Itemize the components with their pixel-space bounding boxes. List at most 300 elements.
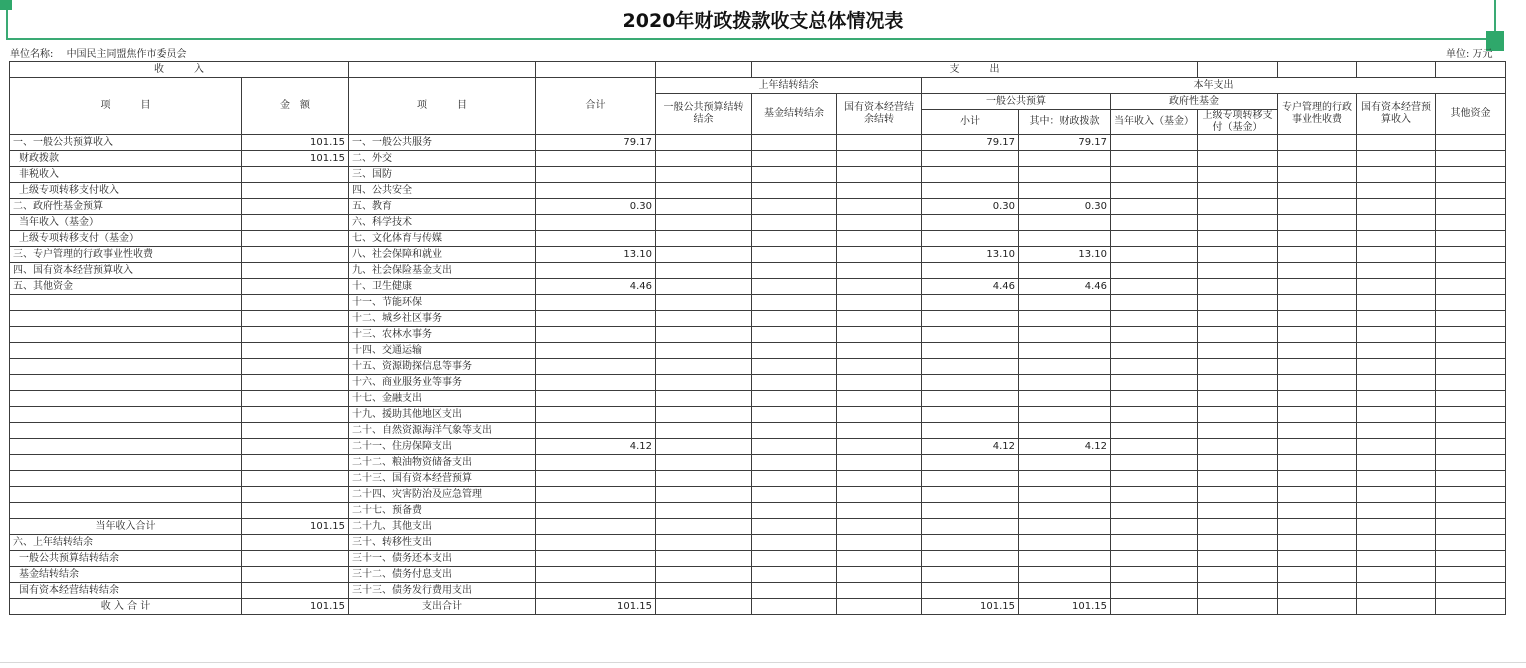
prev-state-cell xyxy=(837,359,922,375)
state-capital-cell xyxy=(1357,519,1436,535)
income-amount xyxy=(242,279,349,295)
income-amount xyxy=(242,247,349,263)
general-subtotal-cell xyxy=(922,167,1019,183)
header-item: 项 目 xyxy=(10,78,242,135)
header-other: 其他资金 xyxy=(1436,94,1506,135)
expense-total-cell xyxy=(536,471,656,487)
expense-total-cell xyxy=(536,167,656,183)
prev-fund-cell xyxy=(752,343,837,359)
sheet-bottom-line xyxy=(0,662,1526,663)
prev-state-cell xyxy=(837,487,922,503)
state-capital-cell xyxy=(1357,471,1436,487)
gov-current-cell xyxy=(1111,519,1198,535)
income-item xyxy=(10,375,242,391)
income-amount xyxy=(242,359,349,375)
prev-fund-cell xyxy=(752,535,837,551)
other-cell xyxy=(1436,343,1506,359)
income-item: 国有资本经营结转结余 xyxy=(10,583,242,599)
prev-fund-cell xyxy=(752,151,837,167)
header-general-budget: 一般公共预算 xyxy=(922,94,1111,110)
table-row xyxy=(10,407,1506,423)
table-row xyxy=(10,199,1506,215)
income-amount xyxy=(242,391,349,407)
general-fiscal-cell xyxy=(1019,327,1111,343)
prev-fund-cell xyxy=(752,583,837,599)
general-fiscal-cell xyxy=(1019,359,1111,375)
gov-transfer-cell xyxy=(1198,455,1278,471)
income-item xyxy=(10,471,242,487)
table-row xyxy=(10,263,1506,279)
general-subtotal-cell xyxy=(922,423,1019,439)
gov-current-cell xyxy=(1111,551,1198,567)
expense-item: 三十二、债务付息支出 xyxy=(349,567,536,583)
gov-transfer-cell xyxy=(1198,535,1278,551)
unit-name-label: 单位名称: xyxy=(10,49,54,60)
expense-total-cell xyxy=(536,391,656,407)
income-amount xyxy=(242,567,349,583)
gov-transfer-cell xyxy=(1198,471,1278,487)
total-subtotal: 101.15 xyxy=(922,599,1019,615)
general-subtotal-cell xyxy=(922,231,1019,247)
table-row xyxy=(10,439,1506,455)
expense-total-cell xyxy=(536,567,656,583)
expense-item: 六、科学技术 xyxy=(349,215,536,231)
table-row xyxy=(10,343,1506,359)
other-cell xyxy=(1436,551,1506,567)
prev-general-cell xyxy=(656,519,752,535)
state-capital-cell xyxy=(1357,247,1436,263)
table-row xyxy=(10,167,1506,183)
general-fiscal-cell xyxy=(1019,535,1111,551)
admin-fee-cell xyxy=(1278,391,1357,407)
general-fiscal-cell xyxy=(1019,375,1111,391)
income-amount xyxy=(242,455,349,471)
expense-total-cell xyxy=(536,375,656,391)
header-total: 合计 xyxy=(536,78,656,135)
budget-table xyxy=(9,61,1506,615)
prev-general-cell xyxy=(656,279,752,295)
expense-total-cell xyxy=(536,583,656,599)
income-amount: 101.15 xyxy=(242,519,349,535)
prev-general-cell xyxy=(656,151,752,167)
prev-state-cell xyxy=(837,135,922,151)
gov-transfer-cell xyxy=(1198,295,1278,311)
state-capital-cell xyxy=(1357,535,1436,551)
prev-general-cell xyxy=(656,407,752,423)
prev-state-cell xyxy=(837,247,922,263)
header-item-2: 项 目 xyxy=(349,78,536,135)
prev-general-cell xyxy=(656,183,752,199)
gov-current-cell xyxy=(1111,567,1198,583)
prev-fund-cell xyxy=(752,359,837,375)
general-fiscal-cell xyxy=(1019,567,1111,583)
income-amount xyxy=(242,215,349,231)
prev-fund-cell xyxy=(752,471,837,487)
header-prev-general: 一般公共预算结转结余 xyxy=(656,94,752,135)
prev-fund-cell xyxy=(752,519,837,535)
income-amount: 101.15 xyxy=(242,135,349,151)
other-cell xyxy=(1436,535,1506,551)
income-item: 当年收入（基金） xyxy=(10,215,242,231)
header-income: 收 入 xyxy=(10,62,349,78)
prev-state-cell xyxy=(837,423,922,439)
gov-current-cell xyxy=(1111,391,1198,407)
admin-fee-cell xyxy=(1278,327,1357,343)
prev-general-cell xyxy=(656,391,752,407)
gov-current-cell xyxy=(1111,439,1198,455)
income-amount xyxy=(242,327,349,343)
gov-transfer-cell xyxy=(1198,423,1278,439)
income-amount xyxy=(242,551,349,567)
expense-item: 二十七、预备费 xyxy=(349,503,536,519)
admin-fee-cell xyxy=(1278,231,1357,247)
income-amount xyxy=(242,487,349,503)
gov-current-cell xyxy=(1111,135,1198,151)
expense-item: 八、社会保障和就业 xyxy=(349,247,536,263)
general-fiscal-cell xyxy=(1019,311,1111,327)
prev-state-cell xyxy=(837,215,922,231)
admin-fee-cell xyxy=(1278,407,1357,423)
gov-current-cell xyxy=(1111,183,1198,199)
prev-state-cell xyxy=(837,295,922,311)
other-cell xyxy=(1436,295,1506,311)
prev-fund-cell xyxy=(752,183,837,199)
income-item xyxy=(10,343,242,359)
expense-total-cell xyxy=(536,359,656,375)
prev-fund-cell xyxy=(752,263,837,279)
gov-current-cell xyxy=(1111,199,1198,215)
general-fiscal-cell xyxy=(1019,391,1111,407)
general-fiscal-cell xyxy=(1019,551,1111,567)
expense-total-label: 支出合计 xyxy=(349,599,536,615)
prev-general-cell xyxy=(656,327,752,343)
income-item xyxy=(10,295,242,311)
gov-current-cell xyxy=(1111,343,1198,359)
general-subtotal-cell: 13.10 xyxy=(922,247,1019,263)
expense-item: 七、文化体育与传媒 xyxy=(349,231,536,247)
prev-fund-cell xyxy=(752,327,837,343)
header-of-which-fiscal: 其中：财政拨款 xyxy=(1019,110,1111,135)
expense-item: 十一、节能环保 xyxy=(349,295,536,311)
admin-fee-cell xyxy=(1278,471,1357,487)
other-cell xyxy=(1436,407,1506,423)
expense-total-cell xyxy=(536,311,656,327)
general-subtotal-cell xyxy=(922,151,1019,167)
expense-total-cell xyxy=(536,263,656,279)
state-capital-cell xyxy=(1357,423,1436,439)
gov-current-cell xyxy=(1111,471,1198,487)
admin-fee-cell xyxy=(1278,567,1357,583)
gov-transfer-cell xyxy=(1198,391,1278,407)
income-item: 三、专户管理的行政事业性收费 xyxy=(10,247,242,263)
admin-fee-cell xyxy=(1278,199,1357,215)
income-amount xyxy=(242,263,349,279)
other-cell xyxy=(1436,375,1506,391)
income-item xyxy=(10,487,242,503)
state-capital-cell xyxy=(1357,359,1436,375)
income-item: 上级专项转移支付收入 xyxy=(10,183,242,199)
expense-total-cell xyxy=(536,487,656,503)
table-row xyxy=(10,455,1506,471)
gov-transfer-cell xyxy=(1198,247,1278,263)
prev-state-cell xyxy=(837,183,922,199)
header-expense: 支 出 xyxy=(752,62,1198,78)
expense-total-cell xyxy=(536,503,656,519)
gov-current-cell xyxy=(1111,167,1198,183)
income-item: 四、国有资本经营预算收入 xyxy=(10,263,242,279)
gov-transfer-cell xyxy=(1198,231,1278,247)
gov-current-cell xyxy=(1111,295,1198,311)
other-cell xyxy=(1436,391,1506,407)
admin-fee-cell xyxy=(1278,151,1357,167)
expense-item: 二十四、灾害防治及应急管理 xyxy=(349,487,536,503)
general-subtotal-cell xyxy=(922,567,1019,583)
table-row xyxy=(10,327,1506,343)
expense-total-cell xyxy=(536,535,656,551)
general-fiscal-cell xyxy=(1019,295,1111,311)
prev-state-cell xyxy=(837,407,922,423)
admin-fee-cell xyxy=(1278,279,1357,295)
general-fiscal-cell xyxy=(1019,487,1111,503)
expense-item: 二十三、国有资本经营预算 xyxy=(349,471,536,487)
admin-fee-cell xyxy=(1278,359,1357,375)
table-row xyxy=(10,215,1506,231)
prev-general-cell xyxy=(656,551,752,567)
general-fiscal-cell: 0.30 xyxy=(1019,199,1111,215)
income-item: 非税收入 xyxy=(10,167,242,183)
general-subtotal-cell xyxy=(922,391,1019,407)
prev-general-cell xyxy=(656,535,752,551)
general-fiscal-cell: 79.17 xyxy=(1019,135,1111,151)
gov-transfer-cell xyxy=(1198,183,1278,199)
admin-fee-cell xyxy=(1278,551,1357,567)
general-fiscal-cell: 4.46 xyxy=(1019,279,1111,295)
gov-transfer-cell xyxy=(1198,311,1278,327)
header-gov-transfer: 上级专项转移支付（基金） xyxy=(1198,110,1278,135)
prev-general-cell xyxy=(656,439,752,455)
prev-fund-cell xyxy=(752,311,837,327)
table-row xyxy=(10,311,1506,327)
income-item: 上级专项转移支付（基金） xyxy=(10,231,242,247)
prev-state-cell xyxy=(837,151,922,167)
expense-item: 三十三、债务发行费用支出 xyxy=(349,583,536,599)
state-capital-cell xyxy=(1357,279,1436,295)
general-subtotal-cell xyxy=(922,359,1019,375)
general-fiscal-cell xyxy=(1019,343,1111,359)
other-cell xyxy=(1436,167,1506,183)
gov-current-cell xyxy=(1111,151,1198,167)
gov-transfer-cell xyxy=(1198,375,1278,391)
prev-state-cell xyxy=(837,327,922,343)
expense-item: 十四、交通运输 xyxy=(349,343,536,359)
expense-item: 三十、转移性支出 xyxy=(349,535,536,551)
expense-item: 五、教育 xyxy=(349,199,536,215)
gov-transfer-cell xyxy=(1198,519,1278,535)
admin-fee-cell xyxy=(1278,583,1357,599)
state-capital-cell xyxy=(1357,391,1436,407)
income-item: 一、一般公共预算收入 xyxy=(10,135,242,151)
prev-general-cell xyxy=(656,199,752,215)
expense-total-cell xyxy=(536,231,656,247)
general-fiscal-cell xyxy=(1019,231,1111,247)
table-row xyxy=(10,503,1506,519)
general-subtotal-cell xyxy=(922,343,1019,359)
general-subtotal-cell xyxy=(922,455,1019,471)
income-item xyxy=(10,327,242,343)
expense-total-cell xyxy=(536,423,656,439)
expense-total-cell: 13.10 xyxy=(536,247,656,263)
expense-total-cell xyxy=(536,519,656,535)
expense-item: 九、社会保险基金支出 xyxy=(349,263,536,279)
other-cell xyxy=(1436,567,1506,583)
expense-total-cell: 79.17 xyxy=(536,135,656,151)
prev-fund-cell xyxy=(752,551,837,567)
income-amount xyxy=(242,423,349,439)
prev-general-cell xyxy=(656,231,752,247)
prev-fund-cell xyxy=(752,231,837,247)
admin-fee-cell xyxy=(1278,535,1357,551)
state-capital-cell xyxy=(1357,583,1436,599)
general-subtotal-cell xyxy=(922,327,1019,343)
prev-general-cell xyxy=(656,295,752,311)
prev-state-cell xyxy=(837,551,922,567)
header-amount: 金 额 xyxy=(242,78,349,135)
gov-transfer-cell xyxy=(1198,359,1278,375)
header-prev-state: 国有资本经营结余结转 xyxy=(837,94,922,135)
prev-fund-cell xyxy=(752,391,837,407)
gov-current-cell xyxy=(1111,535,1198,551)
prev-fund-cell xyxy=(752,439,837,455)
income-item xyxy=(10,359,242,375)
prev-fund-cell xyxy=(752,247,837,263)
admin-fee-cell xyxy=(1278,135,1357,151)
prev-general-cell xyxy=(656,343,752,359)
table-row-total xyxy=(10,599,1506,615)
header-this-year: 本年支出 xyxy=(922,78,1506,94)
state-capital-cell xyxy=(1357,343,1436,359)
header-admin-fee: 专户管理的行政事业性收费 xyxy=(1278,94,1357,135)
income-item: 六、上年结转结余 xyxy=(10,535,242,551)
prev-state-cell xyxy=(837,391,922,407)
gov-current-cell xyxy=(1111,503,1198,519)
income-total: 101.15 xyxy=(242,599,349,615)
admin-fee-cell xyxy=(1278,183,1357,199)
unit-name-value: 中国民主同盟焦作市委员会 xyxy=(66,49,187,60)
general-subtotal-cell xyxy=(922,311,1019,327)
prev-state-cell xyxy=(837,199,922,215)
gov-current-cell xyxy=(1111,263,1198,279)
general-fiscal-cell xyxy=(1019,519,1111,535)
general-subtotal-cell: 4.46 xyxy=(922,279,1019,295)
expense-item: 十三、农林水事务 xyxy=(349,327,536,343)
expense-total-cell: 4.12 xyxy=(536,439,656,455)
expense-total-cell xyxy=(536,215,656,231)
state-capital-cell xyxy=(1357,407,1436,423)
gov-current-cell xyxy=(1111,359,1198,375)
other-cell xyxy=(1436,487,1506,503)
expense-total-cell xyxy=(536,295,656,311)
table-row xyxy=(10,471,1506,487)
general-fiscal-cell xyxy=(1019,407,1111,423)
admin-fee-cell xyxy=(1278,311,1357,327)
state-capital-cell xyxy=(1357,487,1436,503)
general-fiscal-cell xyxy=(1019,423,1111,439)
gov-transfer-cell xyxy=(1198,215,1278,231)
header-prev-year: 上年结转结余 xyxy=(656,78,922,94)
expense-item: 十二、城乡社区事务 xyxy=(349,311,536,327)
other-cell xyxy=(1436,455,1506,471)
prev-fund-cell xyxy=(752,567,837,583)
prev-general-cell xyxy=(656,503,752,519)
prev-general-cell xyxy=(656,567,752,583)
general-fiscal-cell xyxy=(1019,183,1111,199)
prev-general-cell xyxy=(656,167,752,183)
expense-item: 十五、资源勘探信息等事务 xyxy=(349,359,536,375)
gov-current-cell xyxy=(1111,487,1198,503)
prev-state-cell xyxy=(837,375,922,391)
gov-transfer-cell xyxy=(1198,567,1278,583)
income-item xyxy=(10,407,242,423)
expense-item: 十七、金融支出 xyxy=(349,391,536,407)
admin-fee-cell xyxy=(1278,167,1357,183)
prev-general-cell xyxy=(656,135,752,151)
state-capital-cell xyxy=(1357,311,1436,327)
gov-transfer-cell xyxy=(1198,167,1278,183)
general-fiscal-cell: 13.10 xyxy=(1019,247,1111,263)
table-row xyxy=(10,375,1506,391)
admin-fee-cell xyxy=(1278,423,1357,439)
expense-total-cell xyxy=(536,327,656,343)
admin-fee-cell xyxy=(1278,519,1357,535)
table-row xyxy=(10,519,1506,535)
gov-transfer-cell xyxy=(1198,407,1278,423)
prev-state-cell xyxy=(837,583,922,599)
general-fiscal-cell xyxy=(1019,263,1111,279)
other-cell xyxy=(1436,247,1506,263)
prev-state-cell xyxy=(837,167,922,183)
table-row xyxy=(10,231,1506,247)
state-capital-cell xyxy=(1357,503,1436,519)
general-fiscal-cell xyxy=(1019,151,1111,167)
other-cell xyxy=(1436,311,1506,327)
state-capital-cell xyxy=(1357,551,1436,567)
income-amount: 101.15 xyxy=(242,151,349,167)
total-fiscal: 101.15 xyxy=(1019,599,1111,615)
general-subtotal-cell xyxy=(922,535,1019,551)
income-item: 当年收入合计 xyxy=(10,519,242,535)
admin-fee-cell xyxy=(1278,263,1357,279)
gov-current-cell xyxy=(1111,311,1198,327)
other-cell xyxy=(1436,135,1506,151)
prev-fund-cell xyxy=(752,407,837,423)
general-subtotal-cell xyxy=(922,407,1019,423)
gov-transfer-cell xyxy=(1198,343,1278,359)
income-amount xyxy=(242,295,349,311)
other-cell xyxy=(1436,503,1506,519)
general-subtotal-cell xyxy=(922,471,1019,487)
income-item: 五、其他资金 xyxy=(10,279,242,295)
prev-fund-cell xyxy=(752,423,837,439)
other-cell xyxy=(1436,215,1506,231)
income-amount xyxy=(242,311,349,327)
gov-current-cell xyxy=(1111,455,1198,471)
state-capital-cell xyxy=(1357,183,1436,199)
table-row xyxy=(10,279,1506,295)
page-title: 2020年财政拨款收支总体情况表 xyxy=(622,10,904,32)
other-cell xyxy=(1436,151,1506,167)
general-fiscal-cell: 4.12 xyxy=(1019,439,1111,455)
state-capital-cell xyxy=(1357,231,1436,247)
